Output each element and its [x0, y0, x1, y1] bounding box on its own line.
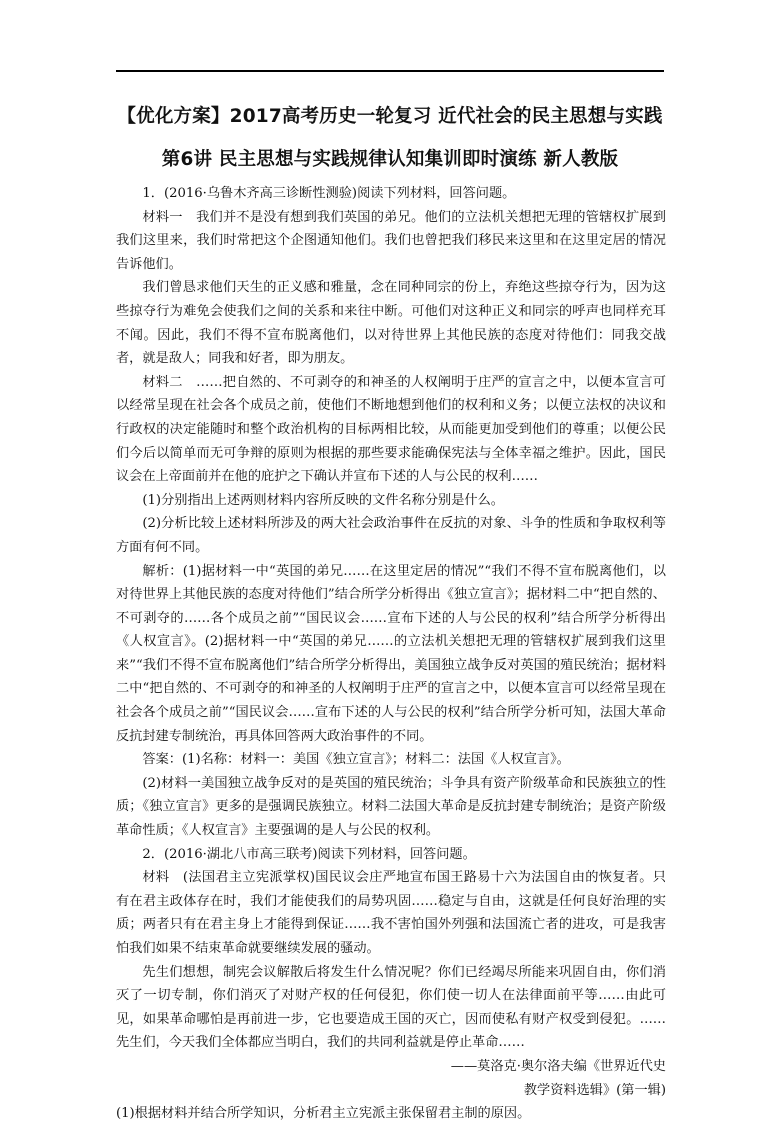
answer-part-2: (2)材料一美国独立战争反对的是英国的殖民统治；斗争具有资产阶级革命和民族独立的性质；《独立宣言》更多的是强调民族独立。材料二法国大革命是反抗封建专制统治；是资产阶级革命性质；《人权宣言》主要强调的是人与公民的权利。	[116, 775, 666, 839]
material-2-paragraph: 材料二 ……把自然的、不可剥夺的和神圣的人权阐明于庄严的宣言之中，以便本宣言可以经常呈现在社会各个成员之前，使他们不断地想到他们的权利和义务；以便立法权的决议和行政权的决定能随时和整个政治机构的目标两相比较，从而能更加受到他们的尊重；以便公民们今后以简单而无可争辩的原则为根据的那些要求能确保宪法与全体幸福之维护。因此，国民议会在上帝面前并在他的庇护之下确认并宣布下述的人与公民的权利……	[116, 374, 666, 485]
document-body	[116, 182, 666, 1126]
material-1-paragraph-2: 我们曾恳求他们天生的正义感和雅量，念在同种同宗的份上，弃绝这些掠夺行为，因为这些掠夺行为难免会使我们之间的关系和来往中断。可他们对这种正义和同宗的呼声也同样充耳不闻。因此，我们不得不宣布脱离他们，以对待世界上其他民族的态度对待他们：同我交战者，就是敌人；同我和好者，即为朋友。	[116, 280, 666, 367]
analysis-paragraph: 解析：(1)据材料一中“英国的弟兄……在这里定居的情况”“我们不得不宣布脱离他们，以对待世界上其他民族的态度对待他们”结合所学分析得出《独立宣言》；据材料二中“把自然的、不可剥夺的……各个成员之前”“国民议会……宣布下述的人与公民的权利”结合所学分析得出《人权宣言》。(2)据材料一中“英国的弟兄……的立法机关想把无理的管辖权扩展到我们这里来”“我们不得不宣布脱离他们”结合所学分析得出，美国独立战争反对英国的殖民统治；据材料二中“把自然的、不可剥夺的和神圣的人权阐明于庄严的宣言之中，以便本宣言可以经常呈现在社会各个成员之前”“国民议会……宣布下述的人与公民的权利”结合所学分析可知，法国大革命反抗封建专制统治，再具体回答两大政治事件的不同。	[116, 563, 666, 744]
document-title: 【优化方案】2017高考历史一轮复习 近代社会的民主思想与实践	[117, 106, 663, 127]
top-divider-line	[116, 70, 664, 72]
question-1-heading: 1．(2016·乌鲁木齐高三诊断性测验)阅读下列材料，回答问题。	[142, 186, 516, 201]
citation-line-2: 教学资料选辑》(第一辑)	[523, 1082, 666, 1098]
question-2-part-1: (1)根据材料并结合所学知识，分析君主立宪派主张保留君主制的原因。	[116, 1106, 531, 1122]
question-1-part-2: (2)分析比较上述材料所涉及的两大社会政治事件在反抗的对象、斗争的性质和争取权利等方面有何不同。	[116, 516, 666, 555]
document-subtitle: 第6讲 民主思想与实践规律认知集训即时演练 新人教版	[161, 149, 619, 170]
question-2-material-paragraph-2: 先生们想想，制宪会议解散后将发生什么情况呢？你们已经竭尽所能来巩固自由，你们消灭了一切专制，你们消灭了对财产权的任何侵犯，你们使一切人在法律面前平等……由此可见，如果革命哪怕是再前进一步，它也要造成王国的灭亡，因而使私有财产权受到侵犯。……先生们，今天我们全体都应当明白，我们的共同利益就是停止革命……	[116, 964, 666, 1051]
answer-part-1: 答案：(1)名称：材料一：美国《独立宣言》；材料二：法国《人权宣言》。	[142, 752, 570, 768]
material-1-paragraph-1: 材料一 我们并不是没有想到我们英国的弟兄。他们的立法机关想把无理的管辖权扩展到我们这里来，我们时常把这个企图通知他们。我们也曾把我们移民来这里和在这里定居的情况告诉他们。	[116, 209, 666, 272]
question-2-heading: 2．(2016·湖北八市高三联考)阅读下列材料，回答问题。	[142, 846, 476, 862]
question-1-part-1: (1)分别指出上述两则材料内容所反映的文件名称分别是什么。	[142, 492, 504, 508]
question-2-material-paragraph-1: 材料 (法国君主立宪派掌权)国民议会庄严地宣布国王路易十六为法国自由的恢复者。只有在君主政体存在时，我们才能使我们的局势巩固……稳定与自由，这就是任何良好治理的实质；两者只有在君主身上才能得到保证……我不害怕国外列强和法国流亡者的进攻，可是我害怕我们如果不结束革命就要继续发展的骚动。	[116, 870, 666, 956]
citation-line-1: ——莫洛克·奥尔洛夫编《世界近代史	[450, 1058, 666, 1074]
